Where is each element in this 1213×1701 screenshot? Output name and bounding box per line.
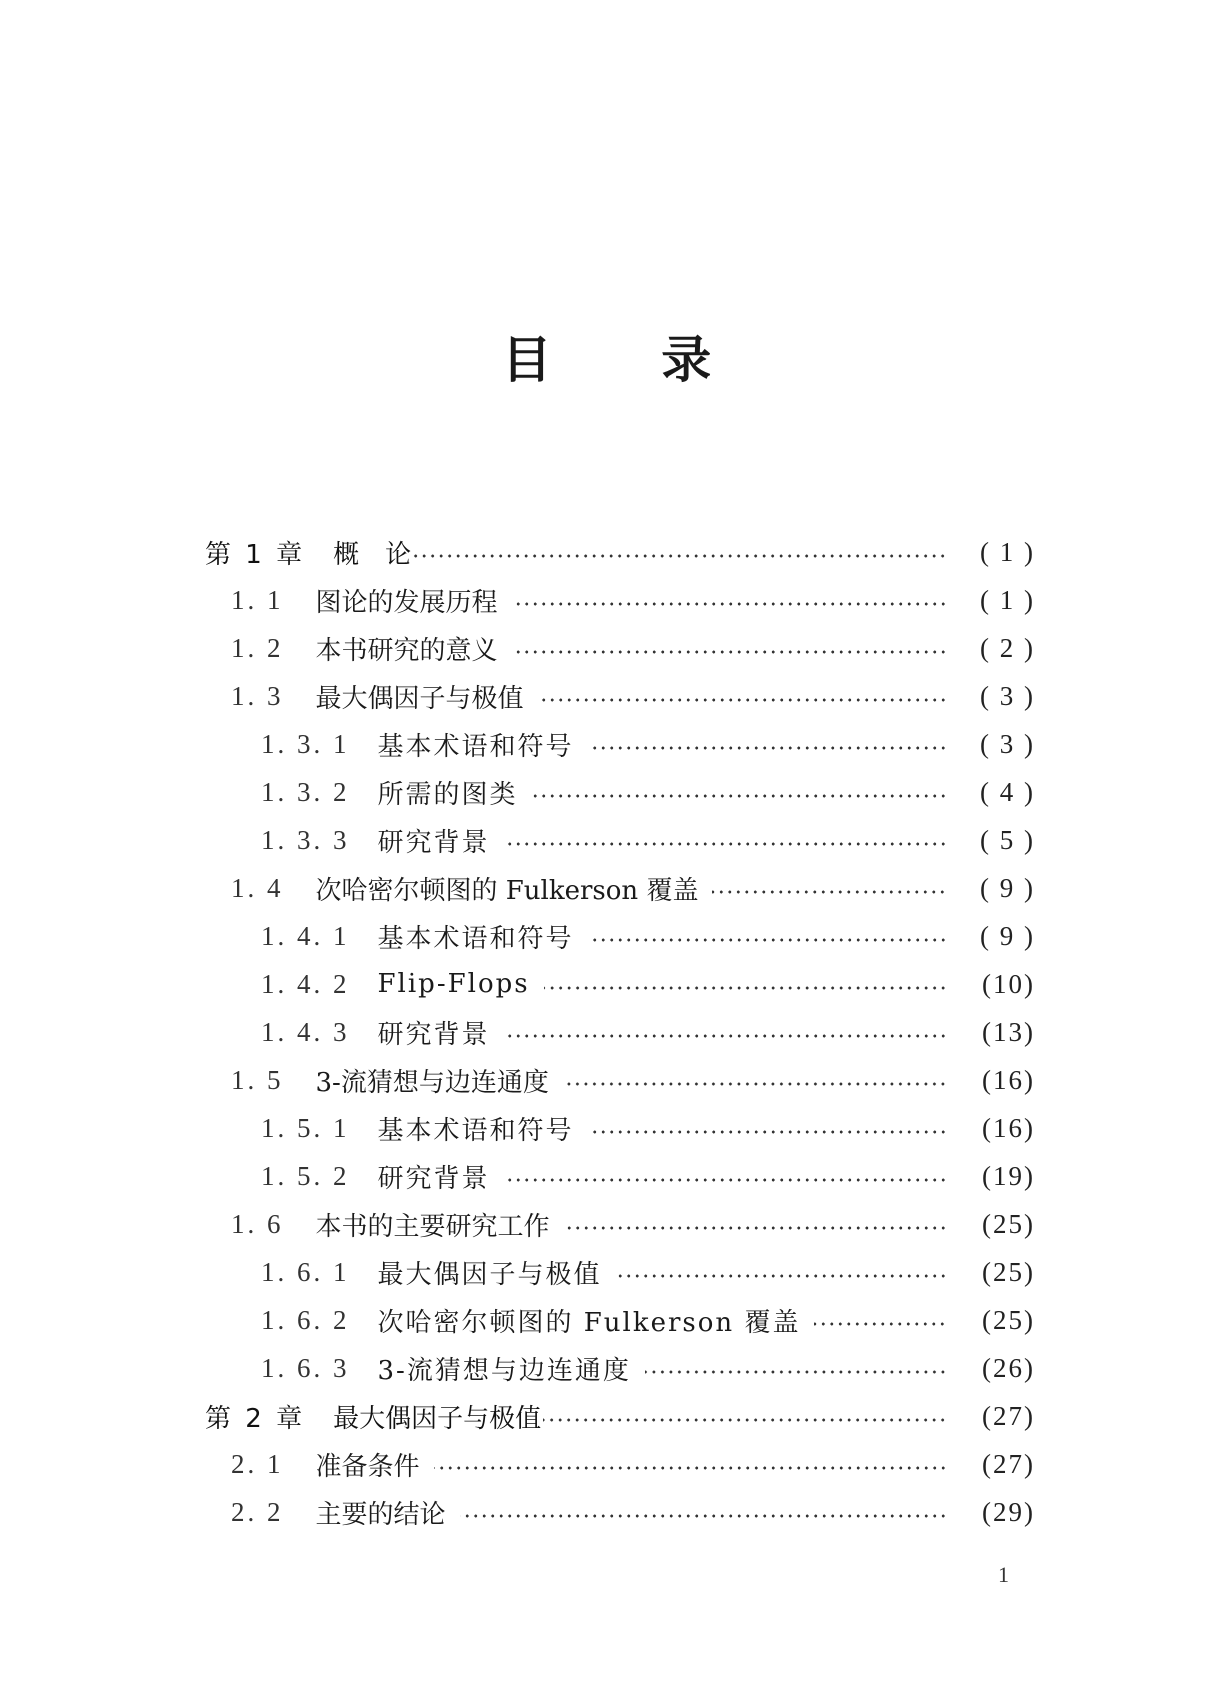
- toc-section-row[interactable]: [205, 624, 1035, 672]
- toc-chapter-row[interactable]: [205, 528, 1035, 576]
- dot-leader: [434, 1466, 947, 1470]
- toc-entry-title: 次哈密尔顿图的 Fulkerson 覆盖: [315, 875, 699, 906]
- toc-entry-title: 准备条件: [315, 1451, 420, 1482]
- toc-page-ref: ( 3 ): [980, 680, 1035, 711]
- toc-entry-number: 1. 6. 2: [261, 1304, 350, 1335]
- toc-entry-number: 1. 2: [231, 632, 284, 663]
- toc-entry-title: 概 论: [333, 539, 412, 570]
- toc-entry-number: 1. 4. 3: [261, 1016, 350, 1047]
- toc-page-ref: ( 9 ): [980, 920, 1035, 951]
- toc-page-ref: (19): [982, 1160, 1035, 1191]
- dot-leader: [504, 842, 947, 846]
- toc-chapter-row[interactable]: [205, 1392, 1035, 1440]
- toc-page-ref: (27): [982, 1400, 1035, 1431]
- dot-leader: [532, 794, 947, 798]
- toc-entry-title: 研究背景: [377, 1019, 490, 1050]
- toc-entry-number: 1. 6. 3: [261, 1352, 350, 1383]
- toc-page-ref: ( 1 ): [980, 536, 1035, 567]
- dot-leader: [504, 1178, 947, 1182]
- dot-leader: [588, 746, 947, 750]
- toc-section-row[interactable]: [205, 672, 1035, 720]
- toc-section-row[interactable]: [205, 1344, 1035, 1392]
- dot-leader: [814, 1322, 947, 1326]
- dot-leader: [538, 698, 947, 702]
- dot-leader: [512, 602, 947, 606]
- toc-page-ref: (16): [982, 1112, 1035, 1143]
- dot-leader: [512, 650, 947, 654]
- toc-page-ref: ( 2 ): [980, 632, 1035, 663]
- toc-section-row[interactable]: [205, 1056, 1035, 1104]
- toc-page-ref: ( 1 ): [980, 584, 1035, 615]
- toc-section-row[interactable]: [205, 960, 1035, 1008]
- toc-entry-number: 1. 3. 3: [261, 824, 350, 855]
- toc-entry-title: 图论的发展历程: [315, 587, 498, 618]
- toc-section-row[interactable]: [205, 1104, 1035, 1152]
- toc-section-row[interactable]: [205, 576, 1035, 624]
- toc-entry-title: 研究背景: [377, 827, 490, 858]
- toc-page-ref: ( 5 ): [980, 824, 1035, 855]
- toc-entry-title: 最大偶因子与极值: [377, 1259, 602, 1290]
- dot-leader: [460, 1514, 947, 1518]
- toc-section-row[interactable]: [205, 1152, 1035, 1200]
- toc-entry-title: 主要的结论: [315, 1499, 446, 1530]
- toc-page-ref: (10): [982, 968, 1035, 999]
- toc-entry-title: 本书研究的意义: [315, 635, 498, 666]
- toc-page-ref: (16): [982, 1064, 1035, 1095]
- toc-page-ref: (13): [982, 1016, 1035, 1047]
- toc-entry-title: Flip-Flops: [377, 969, 530, 999]
- toc-section-row[interactable]: [205, 1488, 1035, 1536]
- toc-page-ref: (25): [982, 1208, 1035, 1239]
- toc-page-ref: ( 9 ): [980, 872, 1035, 903]
- dot-leader: [544, 986, 947, 990]
- toc-page-ref: ( 4 ): [980, 776, 1035, 807]
- toc-entry-number: 第 1 章: [205, 539, 306, 570]
- page-number: 1: [998, 1562, 1009, 1587]
- toc-entry-number: 2. 2: [231, 1496, 284, 1527]
- toc-entry-title: 基本术语和符号: [377, 731, 574, 762]
- toc-page-ref: ( 3 ): [980, 728, 1035, 759]
- dot-leader: [413, 554, 947, 558]
- toc-entry-number: 1. 4. 1: [261, 920, 350, 951]
- toc-entry-number: 1. 5: [231, 1064, 284, 1095]
- toc-page-ref: (27): [982, 1448, 1035, 1479]
- dot-leader: [645, 1370, 947, 1374]
- toc-page-ref: (26): [982, 1352, 1035, 1383]
- toc-section-row[interactable]: [205, 1248, 1035, 1296]
- toc-entry-title: 最大偶因子与极值: [333, 1403, 542, 1434]
- toc-page-ref: (25): [982, 1256, 1035, 1287]
- toc-entry-number: 1. 5. 2: [261, 1160, 350, 1191]
- toc-entry-title: 最大偶因子与极值: [315, 683, 524, 714]
- toc-entry-title: 所需的图类: [377, 779, 518, 810]
- toc-section-row[interactable]: [205, 1008, 1035, 1056]
- toc-page-ref: (25): [982, 1304, 1035, 1335]
- toc-entry-number: 第 2 章: [205, 1403, 306, 1434]
- toc-page-ref: (29): [982, 1496, 1035, 1527]
- toc-entry-title: 基本术语和符号: [377, 923, 574, 954]
- toc-entry-number: 1. 1: [231, 584, 284, 615]
- toc-section-row[interactable]: [205, 912, 1035, 960]
- dot-leader: [543, 1418, 947, 1422]
- dot-leader: [564, 1226, 947, 1230]
- toc-entry-number: 1. 6: [231, 1208, 284, 1239]
- toc-entry-title: 基本术语和符号: [377, 1115, 574, 1146]
- toc-section-row[interactable]: [205, 720, 1035, 768]
- toc-section-row[interactable]: [205, 768, 1035, 816]
- dot-leader: [563, 1082, 947, 1086]
- page-title: 目 录: [501, 331, 758, 389]
- toc-section-row[interactable]: [205, 864, 1035, 912]
- toc-section-row[interactable]: [205, 816, 1035, 864]
- toc-section-row[interactable]: [205, 1296, 1035, 1344]
- toc-section-row[interactable]: [205, 1200, 1035, 1248]
- toc-entry-number: 1. 3. 1: [261, 728, 350, 759]
- toc-section-row[interactable]: [205, 1440, 1035, 1488]
- dot-leader: [616, 1274, 947, 1278]
- dot-leader: [712, 890, 947, 894]
- table-of-contents: [205, 528, 1035, 1536]
- dot-leader: [588, 938, 947, 942]
- toc-entry-number: 2. 1: [231, 1448, 284, 1479]
- toc-entry-title: 次哈密尔顿图的 Fulkerson 覆盖: [377, 1307, 801, 1338]
- toc-entry-number: 1. 3. 2: [261, 776, 350, 807]
- toc-entry-number: 1. 4. 2: [261, 968, 350, 999]
- toc-entry-number: 1. 5. 1: [261, 1112, 350, 1143]
- toc-entry-title: 研究背景: [377, 1163, 490, 1194]
- toc-entry-title: 本书的主要研究工作: [315, 1211, 550, 1242]
- toc-entry-number: 1. 3: [231, 680, 284, 711]
- toc-entry-number: 1. 6. 1: [261, 1256, 350, 1287]
- dot-leader: [504, 1034, 947, 1038]
- toc-entry-title: 3-流猜想与边连通度: [315, 1067, 549, 1098]
- dot-leader: [588, 1130, 947, 1134]
- toc-entry-number: 1. 4: [231, 872, 284, 903]
- toc-entry-title: 3-流猜想与边连通度: [377, 1355, 631, 1386]
